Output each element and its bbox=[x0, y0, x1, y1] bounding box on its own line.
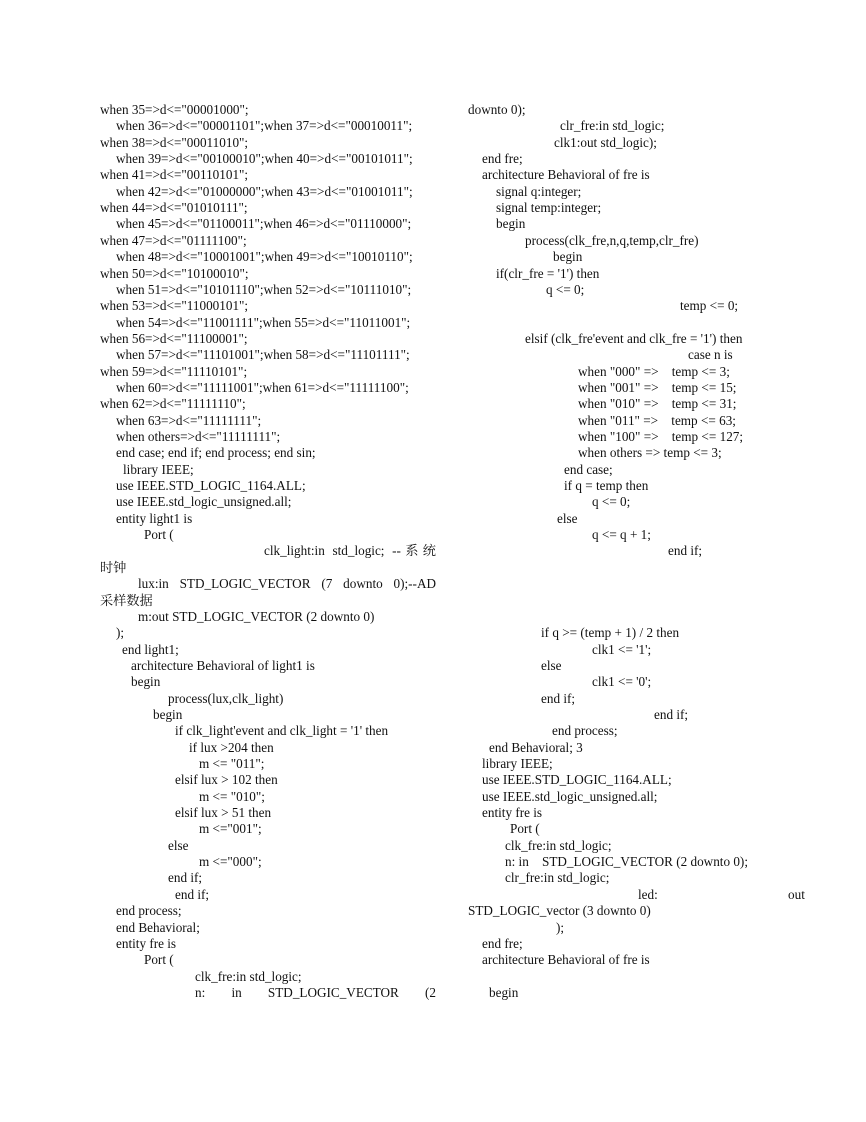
code-line: if clk_light'event and clk_light = '1' then bbox=[175, 723, 389, 739]
code-line: when 63=>d<="11111111"; bbox=[116, 412, 262, 428]
code-line: end if; bbox=[668, 543, 703, 559]
code-line: clr_fre:in std_logic; bbox=[505, 870, 610, 886]
code-line: when 36=>d<="00001101";when 37=>d<="00010011"; bbox=[116, 118, 413, 134]
code-line: begin bbox=[131, 674, 161, 690]
code-line: use IEEE.std_logic_unsigned.all; bbox=[482, 788, 658, 804]
code-line: q <= 0; bbox=[546, 281, 585, 297]
code-line: end Behavioral; 3 bbox=[489, 739, 583, 755]
code-line: 时钟 bbox=[100, 559, 127, 575]
code-line: entity fre is bbox=[116, 935, 177, 951]
code-line: lux:in STD_LOGIC_VECTOR (7 downto 0);--AD bbox=[138, 576, 436, 592]
code-line: when "011" => temp <= 63; bbox=[578, 412, 736, 428]
code-line: clk_fre:in std_logic; bbox=[195, 968, 302, 984]
code-line: use IEEE.STD_LOGIC_1164.ALL; bbox=[116, 478, 306, 494]
code-line: signal q:integer; bbox=[496, 183, 582, 199]
code-line: end if; bbox=[541, 690, 576, 706]
code-line: if lux >204 then bbox=[189, 739, 274, 755]
code-line: signal temp:integer; bbox=[496, 200, 602, 216]
code-line: architecture Behavioral of light1 is bbox=[131, 657, 315, 673]
code-line: q <= q + 1; bbox=[592, 527, 651, 543]
code-line: when 51=>d<="10101110";when 52=>d<="10111010"; bbox=[116, 281, 412, 297]
code-line: m <="000"; bbox=[199, 854, 262, 870]
code-line: when 48=>d<="10001001";when 49=>d<="10010110"; bbox=[116, 249, 413, 265]
code-line: else bbox=[168, 837, 189, 853]
code-line: architecture Behavioral of fre is bbox=[482, 952, 650, 968]
code-line: if q = temp then bbox=[564, 478, 649, 494]
code-line: when 44=>d<="01010111"; bbox=[100, 200, 248, 216]
code-line: n: in STD_LOGIC_VECTOR (2 downto 0); bbox=[505, 854, 748, 870]
code-line: when "010" => temp <= 31; bbox=[578, 396, 737, 412]
code-line: when 47=>d<="01111100"; bbox=[100, 232, 247, 248]
code-line: when 42=>d<="01000000";when 43=>d<="01001011"; bbox=[116, 183, 413, 199]
code-line: clr_fre:in std_logic; bbox=[560, 118, 665, 134]
code-line: end fre; bbox=[482, 151, 523, 167]
code-line: elsif (clk_fre'event and clk_fre = '1') then bbox=[525, 330, 743, 346]
code-line: q <= 0; bbox=[592, 494, 631, 510]
code-line: Port ( bbox=[510, 821, 540, 837]
code-line: architecture Behavioral of fre is bbox=[482, 167, 650, 183]
code-line: out bbox=[788, 886, 805, 902]
code-line: ); bbox=[556, 919, 565, 935]
code-line: when others=>d<="11111111"; bbox=[116, 429, 281, 444]
code-line: when others => temp <= 3; bbox=[578, 445, 722, 461]
code-line: STD_LOGIC_vector (3 downto 0) bbox=[468, 903, 651, 919]
code-line: led: bbox=[638, 886, 658, 902]
code-line: n: in STD_LOGIC_VECTOR (2 bbox=[195, 984, 436, 1000]
code-line: use IEEE.std_logic_unsigned.all; bbox=[116, 494, 292, 510]
code-line: use IEEE.STD_LOGIC_1164.ALL; bbox=[482, 772, 672, 788]
code-line: when 50=>d<="10100010"; bbox=[100, 265, 249, 281]
code-line: process(clk_fre,n,q,temp,clr_fre) bbox=[525, 232, 699, 248]
code-line: when 57=>d<="11101001";when 58=>d<="11101111"; bbox=[116, 347, 410, 363]
code-line: downto 0); bbox=[468, 102, 526, 117]
code-line: when 54=>d<="11001111";when 55=>d<="11011001"; bbox=[116, 314, 411, 330]
code-line: end if; bbox=[168, 870, 203, 886]
code-line: m <= "010"; bbox=[199, 788, 265, 804]
code-line: when 38=>d<="00011010"; bbox=[100, 134, 249, 150]
code-line: m:out STD_LOGIC_VECTOR (2 downto 0) bbox=[138, 608, 375, 624]
code-line: clk_fre:in std_logic; bbox=[505, 837, 612, 853]
code-line: when 60=>d<="11111001";when 61=>d<="11111100"; bbox=[116, 379, 409, 395]
code-line: elsif lux > 51 then bbox=[175, 805, 272, 821]
code-line: end if; bbox=[654, 706, 689, 722]
code-line: temp <= 0; bbox=[680, 298, 739, 314]
code-line: begin bbox=[553, 249, 583, 265]
code-line: entity fre is bbox=[482, 805, 543, 821]
code-line: end process; bbox=[552, 723, 618, 739]
code-line: end Behavioral; bbox=[116, 919, 200, 935]
code-line: end if; bbox=[175, 886, 210, 902]
code-line: when 59=>d<="11110101"; bbox=[100, 363, 248, 379]
code-line: else bbox=[557, 510, 578, 526]
code-line: ); bbox=[116, 625, 125, 641]
code-line: elsif lux > 102 then bbox=[175, 772, 278, 788]
code-line: end case; end if; end process; end sin; bbox=[116, 445, 316, 461]
code-line: end case; bbox=[564, 461, 613, 477]
code-line: else bbox=[541, 657, 562, 673]
code-line: clk1 <= '0'; bbox=[592, 674, 652, 690]
code-line: when 41=>d<="00110101"; bbox=[100, 167, 249, 183]
code-line: when "000" => temp <= 3; bbox=[578, 363, 730, 379]
code-line: clk1:out std_logic); bbox=[554, 134, 657, 150]
code-line: end fre; bbox=[482, 935, 523, 951]
code-line: when 62=>d<="11111110"; bbox=[100, 396, 246, 412]
code-line: when 39=>d<="00100010";when 40=>d<="00101011"; bbox=[116, 151, 413, 167]
code-line: when "100" => temp <= 127; bbox=[578, 429, 744, 444]
code-line: when 45=>d<="01100011";when 46=>d<="01110000"; bbox=[116, 216, 412, 232]
code-line: library IEEE; bbox=[123, 461, 194, 477]
code-line: clk1 <= '1'; bbox=[592, 641, 652, 657]
code-line: when 56=>d<="11100001"; bbox=[100, 330, 248, 346]
code-line: case n is bbox=[688, 347, 733, 363]
code-line: when 35=>d<="00001000"; bbox=[100, 102, 249, 117]
code-line: end process; bbox=[116, 903, 182, 919]
code-line: if(clr_fre = '1') then bbox=[496, 265, 600, 281]
code-line: clk_light:in std_logic; --系统 bbox=[264, 543, 436, 559]
code-line: 采样数据 bbox=[100, 592, 153, 608]
code-line: begin bbox=[496, 216, 526, 232]
code-line: m <= "011"; bbox=[199, 756, 265, 771]
code-line: Port ( bbox=[144, 952, 174, 968]
code-line: end light1; bbox=[122, 641, 179, 657]
code-line: when "001" => temp <= 15; bbox=[578, 379, 737, 395]
code-line: Port ( bbox=[144, 527, 174, 543]
code-line: begin bbox=[153, 706, 183, 722]
code-line: when 53=>d<="11000101"; bbox=[100, 298, 249, 314]
code-line: if q >= (temp + 1) / 2 then bbox=[541, 625, 680, 641]
code-line: entity light1 is bbox=[116, 510, 193, 526]
code-line: library IEEE; bbox=[482, 756, 553, 771]
code-line: m <="001"; bbox=[199, 821, 262, 837]
code-line: process(lux,clk_light) bbox=[168, 690, 284, 706]
code-line: begin bbox=[489, 984, 519, 1000]
